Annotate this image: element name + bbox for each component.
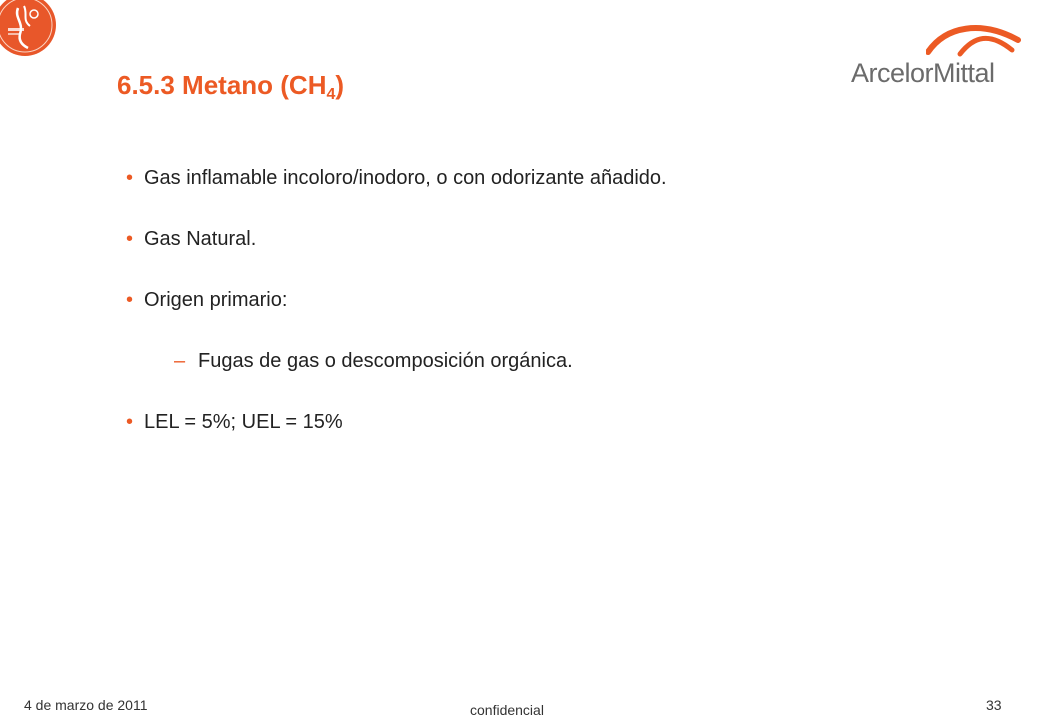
bullet-mark: • <box>126 167 134 189</box>
bullet-item <box>126 227 667 251</box>
bullet-item <box>126 410 667 434</box>
sub-bullet-text: Fugas de gas o descomposición orgánica. <box>198 350 573 372</box>
bullet-mark: • <box>126 411 134 433</box>
page-number: 33 <box>986 697 1002 713</box>
title-text: 6.5.3 Metano (CH <box>117 70 327 100</box>
bullet-item <box>126 288 667 312</box>
bullet-item <box>126 166 667 190</box>
title-subscript: 4 <box>326 86 336 103</box>
bullet-text: LEL = 5%; UEL = 15% <box>144 411 343 433</box>
sub-bullet-item <box>126 349 667 373</box>
athlete-badge-icon <box>0 0 56 56</box>
bullet-list <box>126 166 667 471</box>
title-close: ) <box>335 70 345 100</box>
bullet-text: Origen primario: <box>144 289 288 311</box>
arcelormittal-logo <box>848 18 1023 94</box>
bullet-mark: • <box>126 289 134 311</box>
sub-bullet-mark: – <box>174 350 186 372</box>
bullet-mark: • <box>126 228 134 250</box>
logo-text: ArcelorMittal <box>851 58 995 88</box>
logo-arc-icon <box>926 18 1021 58</box>
slide-title <box>117 70 344 104</box>
footer-date: 4 de marzo de 2011 <box>24 697 148 713</box>
bullet-text: Gas inflamable incoloro/inodoro, o con odorizante añadido. <box>144 167 667 189</box>
footer-confidential: confidencial <box>470 702 544 718</box>
bullet-text: Gas Natural. <box>144 228 257 250</box>
